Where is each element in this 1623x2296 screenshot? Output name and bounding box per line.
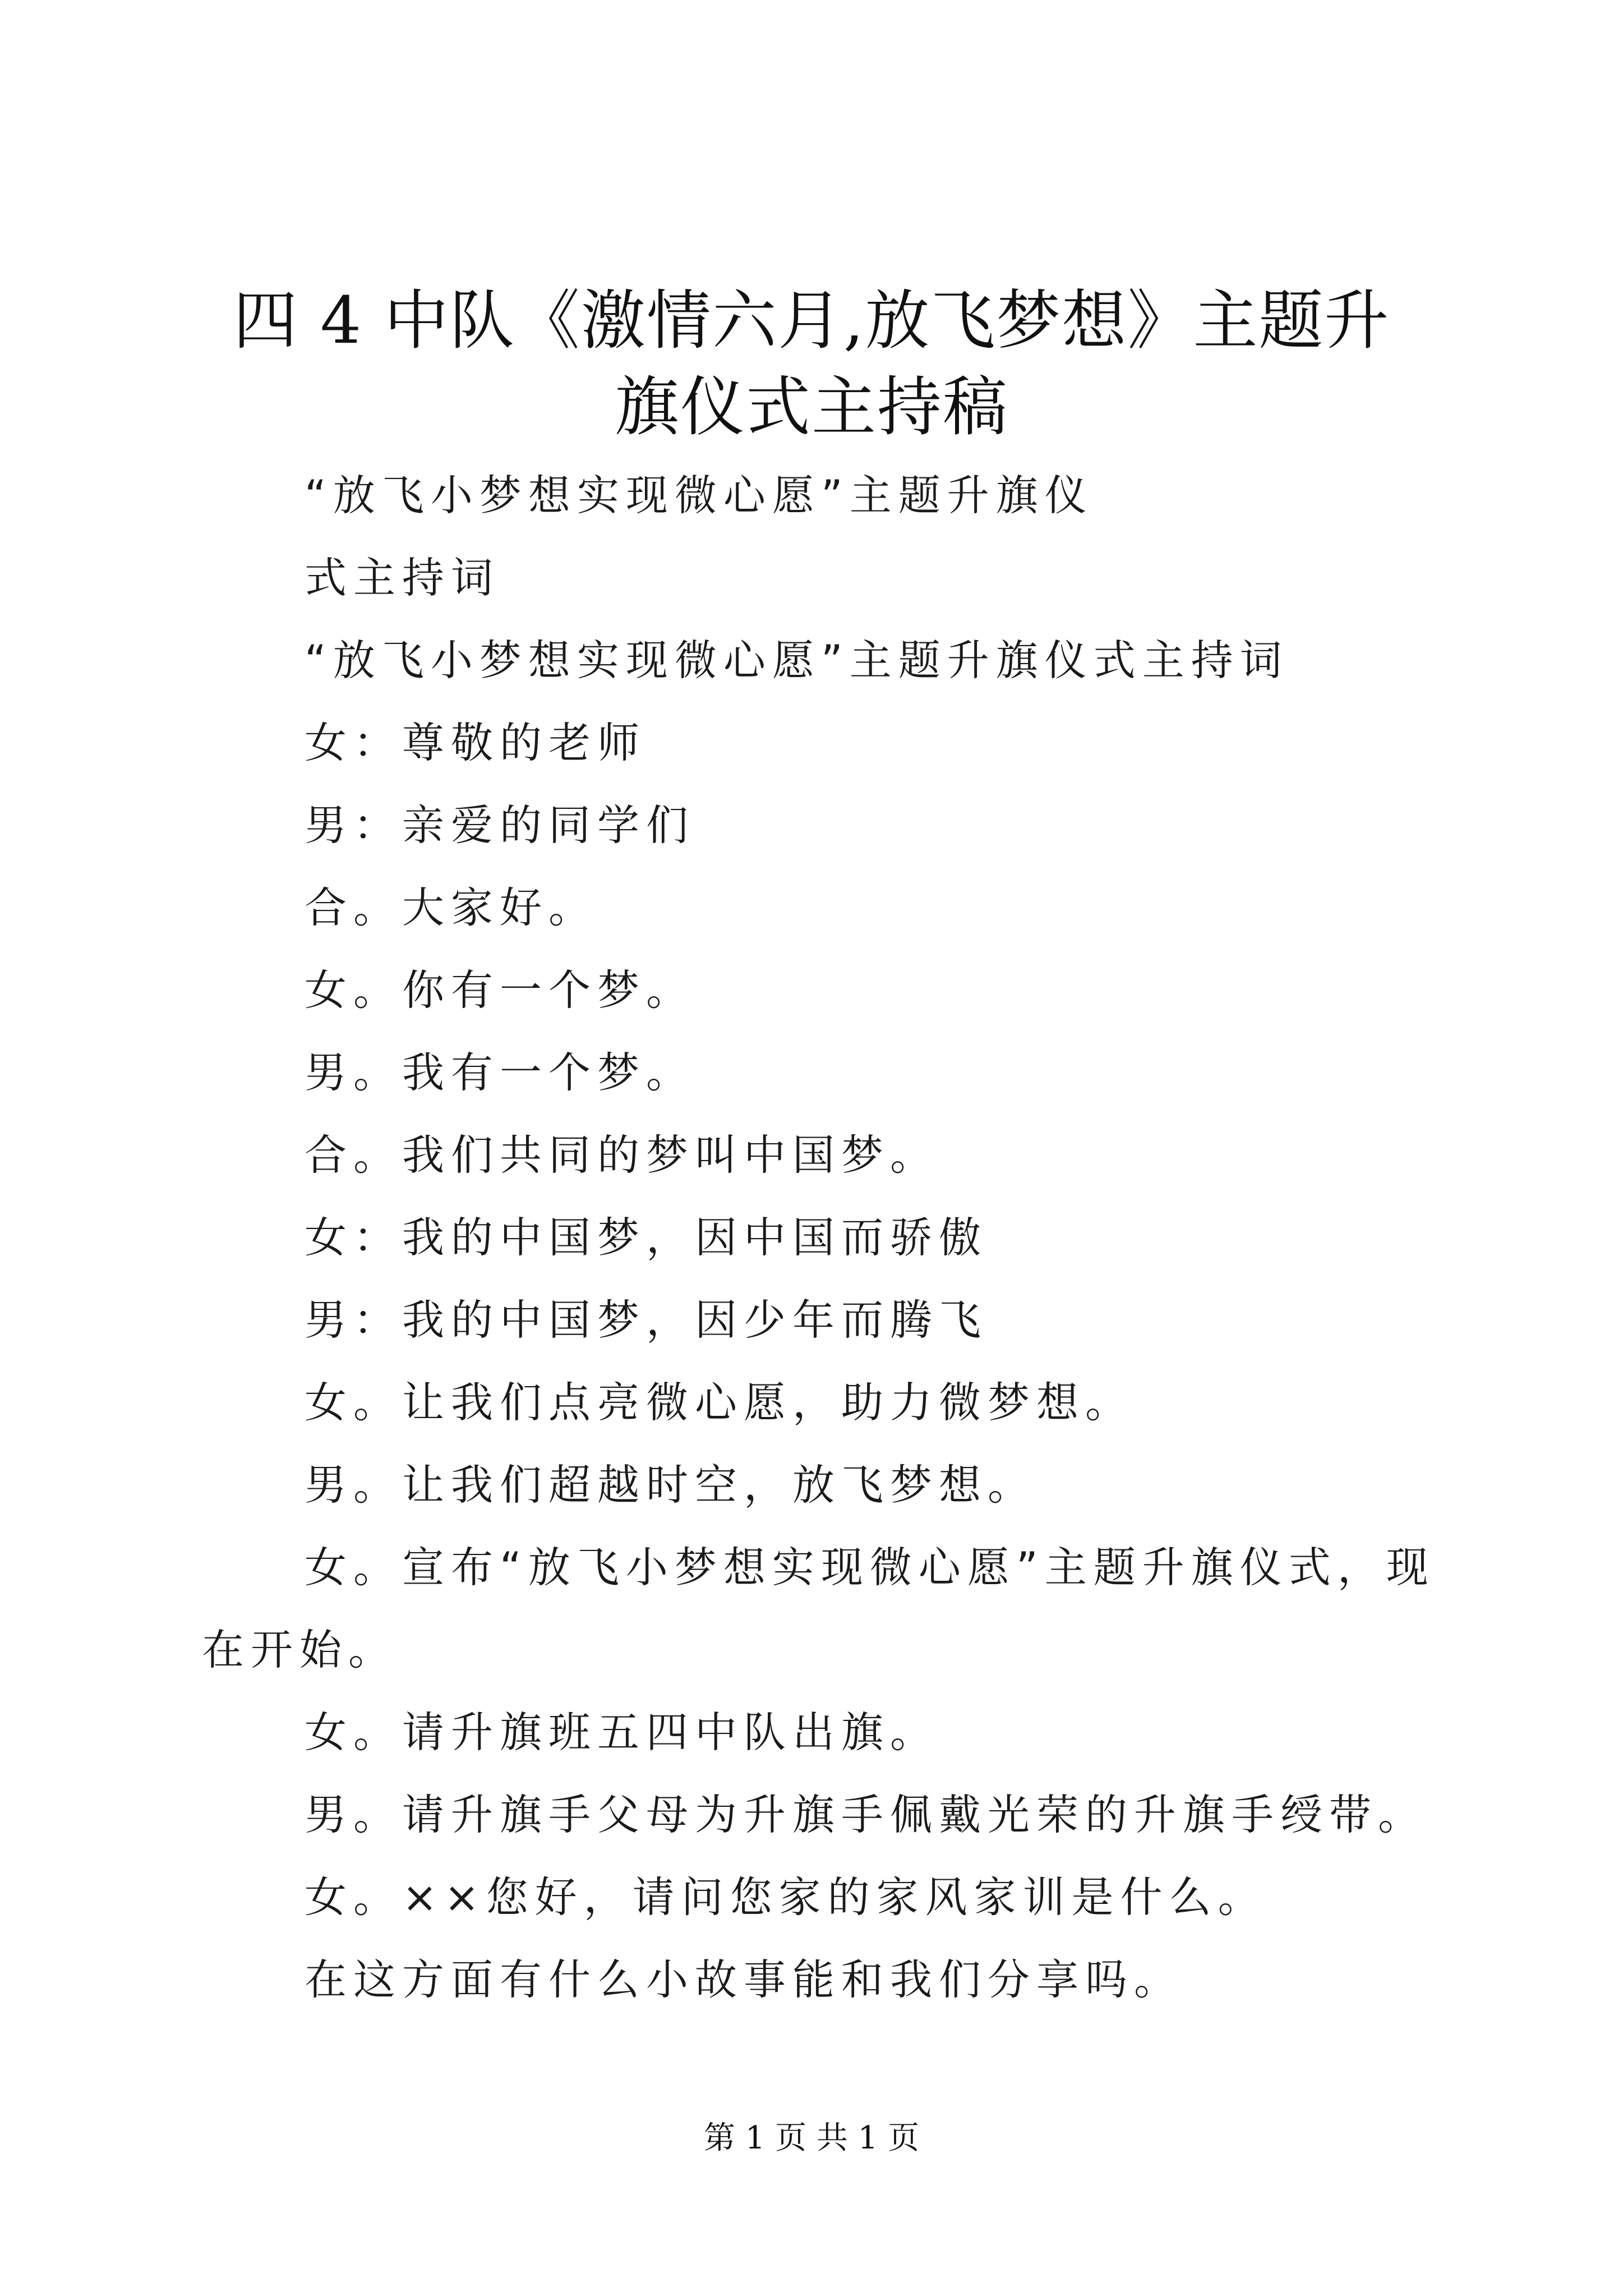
paragraph: 女。让我们点亮微心愿，助力微梦想。 [305, 1378, 1135, 1427]
paragraph: 在这方面有什么小故事能和我们分享吗。 [305, 1955, 1183, 2004]
page-footer: 第 1 页 共 1 页 [703, 2120, 920, 2156]
document-title: 四 4 中队《激情六月,放飞梦想》主题升旗仪式主持稿 [233, 283, 1390, 445]
paragraph: 式主持词 [305, 553, 500, 602]
paragraph: 女。请升旗班五四中队出旗。 [305, 1708, 939, 1757]
paragraph: 男：亲爱的同学们 [305, 800, 695, 850]
paragraph: 男。我有一个梦。 [305, 1048, 695, 1097]
paragraph: 男：我的中国梦，因少年而腾飞 [305, 1295, 988, 1345]
paragraph: 合。我们共同的梦叫中国梦。 [305, 1130, 939, 1180]
paragraph: 女。你有一个梦。 [305, 965, 695, 1015]
paragraph: 女。宣布“放飞小梦想实现微心愿”主题升旗仪式，现在开始。 [202, 1543, 1435, 1674]
paragraph: 女：我的中国梦，因中国而骄傲 [305, 1213, 988, 1262]
paragraph: “放飞小梦想实现微心愿”主题升旗仪式主持词 [305, 636, 1289, 685]
paragraph: 合。大家好。 [305, 883, 598, 932]
paragraph: 女。××您好，请问您家的家风家训是什么。 [305, 1872, 1267, 1922]
paragraph: “放飞小梦想实现微心愿”主题升旗仪 [305, 471, 1094, 520]
document-body [202, 454, 1436, 2021]
paragraph: 女：尊敬的老师 [305, 718, 647, 767]
paragraph: 男。让我们超越时空，放飞梦想。 [305, 1460, 1037, 1510]
paragraph: 男。请升旗手父母为升旗手佩戴光荣的升旗手绶带。 [305, 1790, 1427, 1839]
